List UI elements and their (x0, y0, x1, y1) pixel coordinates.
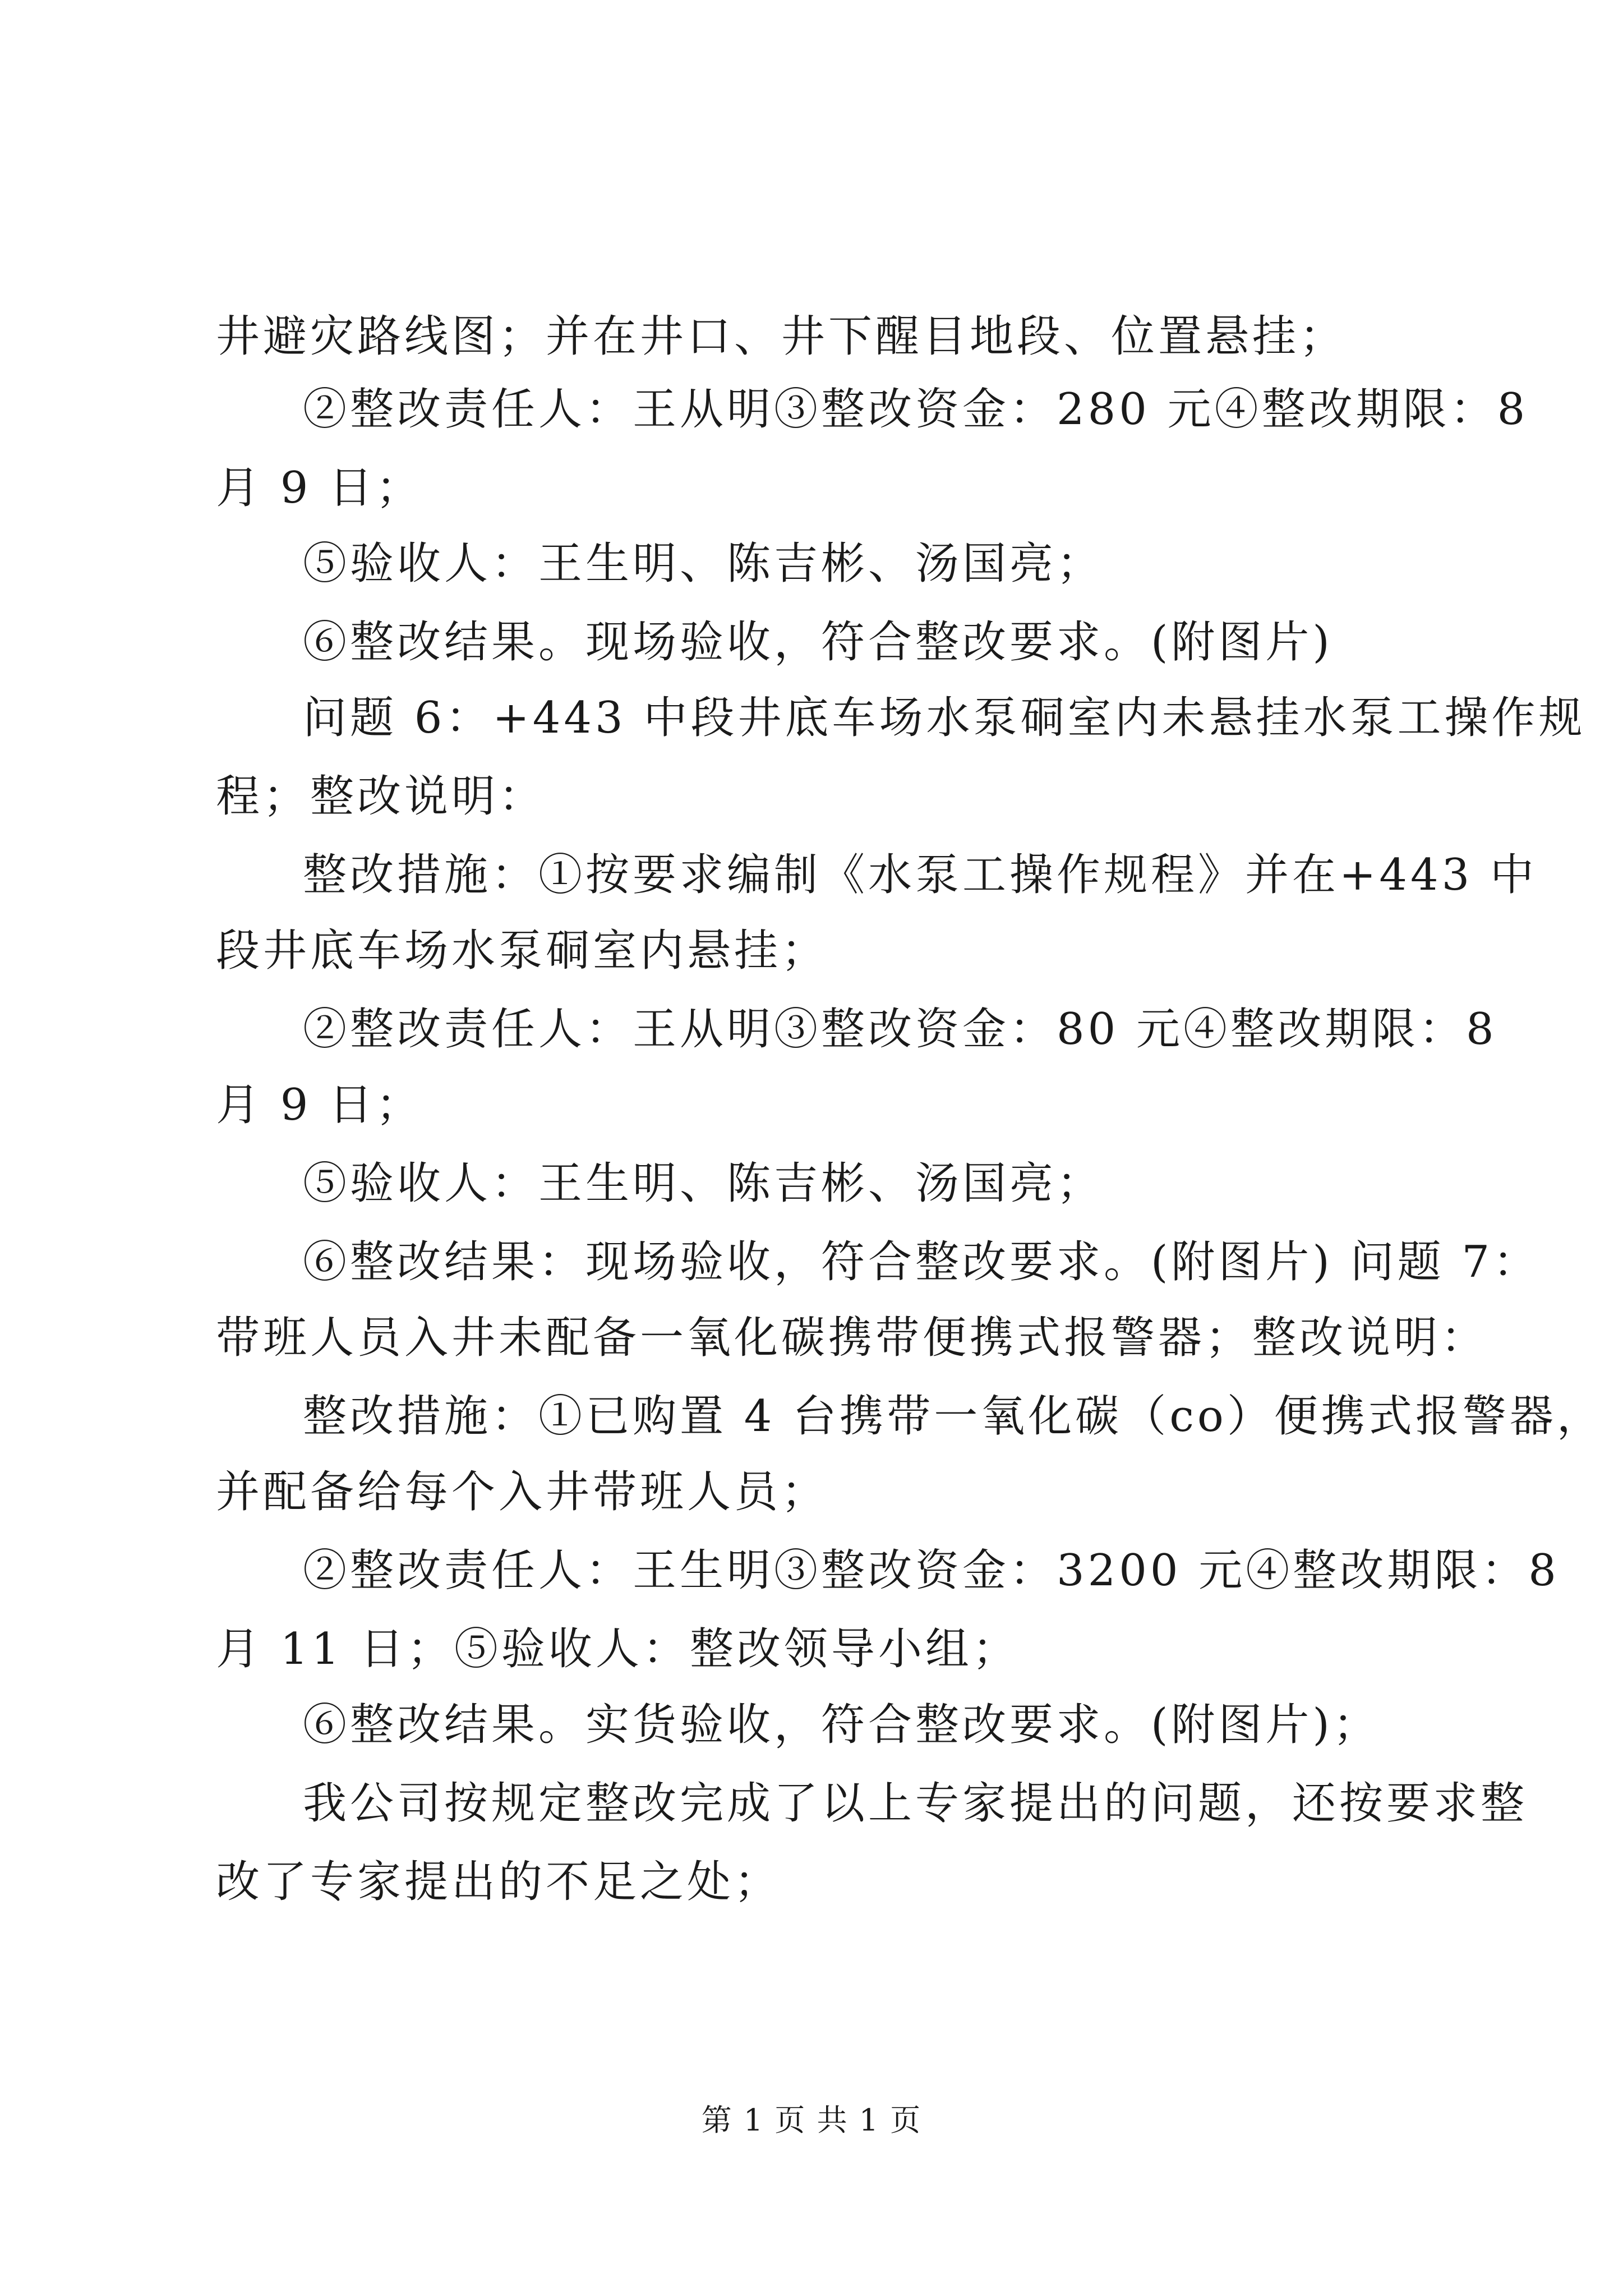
text-line: ⑥整改结果。实货验收，符合整改要求。(附图片)； (303, 1700, 1380, 1750)
text-line: ⑤验收人：王生明、陈吉彬、汤国亮； (303, 539, 1104, 589)
text-line: 整改措施：①已购置 4 台携带一氧化碳（co）便携式报警器， (303, 1391, 1604, 1442)
text-line: ⑥整改结果。现场验收，符合整改要求。(附图片) (303, 617, 1333, 668)
text-line: 井避灾路线图；并在井口、井下醒目地段、位置悬挂； (216, 311, 1347, 362)
text-line: 带班人员入井未配备一氧化碳携带便携式报警器；整改说明： (216, 1313, 1488, 1363)
text-line: 段井底车场水泵硐室内悬挂； (216, 926, 829, 976)
text-line: 并配备给每个入井带班人员； (216, 1467, 829, 1517)
text-line: 我公司按规定整改完成了以上专家提出的问题，还按要求整 (303, 1778, 1528, 1829)
text-line: ⑤验收人：王生明、陈吉彬、汤国亮； (303, 1158, 1104, 1209)
text-line: 月 9 日； (216, 463, 423, 513)
text-line: ⑥整改结果：现场验收，符合整改要求。(附图片) 问题 7： (303, 1237, 1541, 1287)
page-footer: 第 1 页 共 1 页 (701, 2102, 922, 2138)
text-line: 月 9 日； (216, 1080, 423, 1130)
text-line: 程；整改说明： (216, 771, 546, 822)
text-line: ②整改责任人：王从明③整改资金：80 元④整改期限：8 (303, 1004, 1497, 1055)
text-line: 改了专家提出的不足之处； (216, 1857, 782, 1907)
text-line: 问题 6：+443 中段井底车场水泵硐室内未悬挂水泵工操作规 (303, 693, 1586, 743)
text-line: 月 11 日；⑤验收人：整改领导小组； (216, 1624, 1020, 1674)
text-line: 整改措施：①按要求编制《水泵工操作规程》并在+443 中 (303, 850, 1538, 900)
text-line: ②整改责任人：王生明③整改资金：3200 元④整改期限：8 (303, 1545, 1560, 1596)
text-line: ②整改责任人：王从明③整改资金：280 元④整改期限：8 (303, 384, 1529, 435)
